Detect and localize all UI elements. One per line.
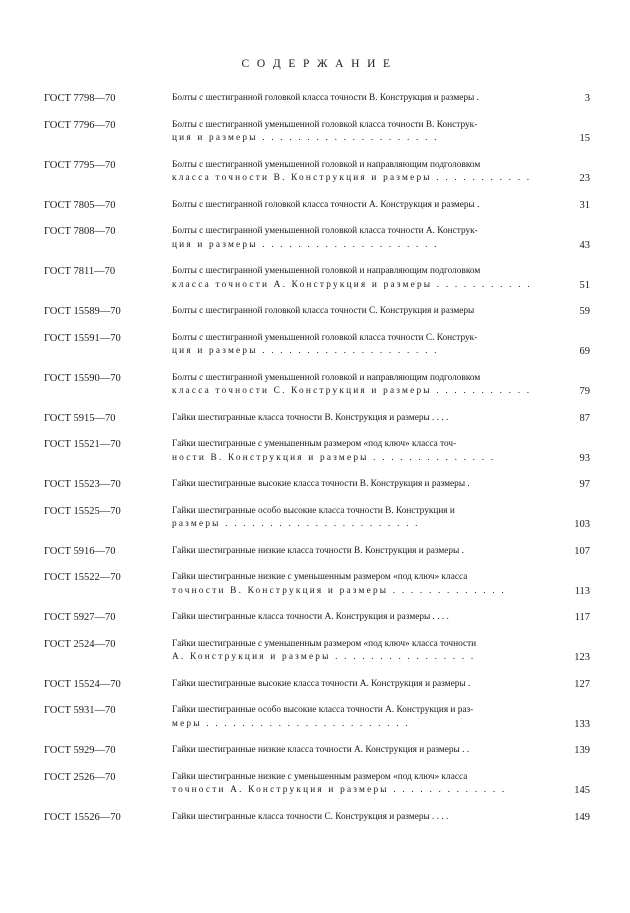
toc-entry[interactable] xyxy=(44,119,590,146)
toc-entry-code: ГОСТ 7811—70 xyxy=(44,266,116,277)
toc-entry-title-line1: Гайки шестигранные с уменьшенным размером «под ключ» класса точности xyxy=(172,638,477,649)
toc-entry-title-line1: Гайки шестигранные низкие с уменьшенным размером «под ключ» класса xyxy=(172,572,468,582)
toc-entry-title-line2: класса точности В. Конструкция и размеры . . . . . . . . . . . xyxy=(172,173,532,183)
toc-entry-code: ГОСТ 15524—70 xyxy=(44,678,121,690)
toc-entry-page-number: 69 xyxy=(579,346,590,357)
toc-entry-title xyxy=(172,159,556,186)
toc-entry[interactable] xyxy=(44,744,590,758)
toc-entry-page-number: 93 xyxy=(579,452,590,464)
table-of-contents xyxy=(44,92,590,824)
toc-entry-title xyxy=(172,199,556,213)
toc-entry-title xyxy=(172,505,556,532)
toc-entry-code: ГОСТ 7796—70 xyxy=(44,119,116,131)
toc-entry-title xyxy=(172,92,556,106)
page-title: С О Д Е Р Ж А Н И Е xyxy=(241,58,393,70)
toc-entry-title xyxy=(172,305,556,319)
toc-entry-title-line1: Болты с шестигранной уменьшенной головкой и направляющим подголовком xyxy=(172,266,481,276)
toc-entry-title xyxy=(172,478,556,492)
toc-entry-code: ГОСТ 15526—70 xyxy=(44,811,121,823)
toc-entry[interactable] xyxy=(44,305,590,319)
toc-entry[interactable] xyxy=(44,505,590,532)
toc-entry-title-line1: Гайки шестигранные высокие класса точности В. Конструкция и размеры . xyxy=(172,479,470,489)
toc-entry-title xyxy=(172,372,556,399)
toc-entry-page-number: 103 xyxy=(574,519,590,530)
toc-entry-title-line2: ция и размеры . . . . . . . . . . . . . . . . . . . . xyxy=(172,133,439,143)
toc-entry-page-number: 15 xyxy=(579,133,590,144)
toc-entry-title-line1: Болты с шестигранной уменьшенной головкой класса точности С. Конструк- xyxy=(172,332,478,343)
toc-entry-title-line1: Гайки шестигранные с уменьшенным размером «под ключ» класса точ- xyxy=(172,439,457,449)
toc-entry-code: ГОСТ 15523—70 xyxy=(44,479,121,490)
toc-entry-title-line2: размеры . . . . . . . . . . . . . . . . . . . . . . xyxy=(172,519,420,529)
toc-entry-code: ГОСТ 7798—70 xyxy=(44,93,116,104)
toc-entry[interactable] xyxy=(44,199,590,213)
toc-entry-code: ГОСТ 15522—70 xyxy=(44,572,121,583)
toc-entry[interactable] xyxy=(44,704,590,731)
toc-entry[interactable] xyxy=(44,771,590,798)
toc-entry-title xyxy=(172,412,556,426)
toc-entry-page-number: 127 xyxy=(574,678,590,690)
toc-entry[interactable] xyxy=(44,159,590,186)
toc-entry-page-number: 31 xyxy=(579,199,590,211)
toc-entry[interactable] xyxy=(44,332,590,359)
toc-entry[interactable] xyxy=(44,438,590,465)
toc-entry-page-number: 59 xyxy=(579,306,590,317)
toc-entry-title-line1: Гайки шестигранные особо высокие класса точности В. Конструкция и xyxy=(172,505,455,516)
toc-entry-code: ГОСТ 15591—70 xyxy=(44,332,121,344)
toc-entry-page-number: 107 xyxy=(574,545,590,557)
toc-entry-title-line1: Гайки шестигранные высокие класса точности А. Конструкция и размеры . xyxy=(172,678,471,689)
toc-entry[interactable] xyxy=(44,412,590,426)
toc-entry-page-number: 51 xyxy=(579,279,590,291)
toc-entry-title-line2: меры . . . . . . . . . . . . . . . . . . . . . . . xyxy=(172,718,410,729)
toc-entry-title-line2: класса точности А. Конструкция и размеры . . . . . . . . . . . xyxy=(172,279,532,290)
toc-entry-page-number: 23 xyxy=(579,173,590,184)
toc-entry-code: ГОСТ 5927—70 xyxy=(44,612,116,623)
toc-entry-title xyxy=(172,119,556,146)
toc-entry-page-number: 87 xyxy=(579,412,590,424)
toc-entry[interactable] xyxy=(44,265,590,292)
toc-entry-page-number: 145 xyxy=(574,785,590,796)
toc-entry-code: ГОСТ 2526—70 xyxy=(44,771,116,783)
toc-entry-title xyxy=(172,438,556,465)
toc-entry[interactable] xyxy=(44,571,590,598)
toc-entry-title xyxy=(172,265,556,292)
toc-entry[interactable] xyxy=(44,92,590,106)
toc-entry-page-number: 43 xyxy=(579,239,590,251)
toc-entry-title-line1: Болты с шестигранной уменьшенной головкой класса точности В. Конструк- xyxy=(172,119,478,130)
toc-entry-title xyxy=(172,678,556,692)
toc-entry-title-line1: Гайки шестигранные низкие класса точности А. Конструкция и размеры . . xyxy=(172,745,470,755)
toc-entry-title-line2: точности В. Конструкция и размеры . . . . . . . . . . . . . xyxy=(172,585,506,596)
toc-entry-title xyxy=(172,704,556,731)
toc-entry-page-number: 3 xyxy=(584,93,590,104)
toc-entry-code: ГОСТ 5916—70 xyxy=(44,545,116,557)
toc-entry-title-line1: Гайки шестигранные класса точности В. Конструкция и размеры . . . . xyxy=(172,412,449,423)
toc-entry-page-number: 123 xyxy=(574,652,590,663)
toc-entry-title xyxy=(172,545,556,559)
toc-entry-title-line1: Болты с шестигранной уменьшенной головкой класса точности А. Конструк- xyxy=(172,226,478,236)
toc-entry-title xyxy=(172,571,556,598)
toc-entry[interactable] xyxy=(44,811,590,825)
toc-entry-title-line1: Гайки шестигранные низкие с уменьшенным размером «под ключ» класса xyxy=(172,771,468,782)
toc-entry-title xyxy=(172,225,556,252)
toc-entry-title xyxy=(172,611,556,625)
toc-entry-title-line2: ности В. Конструкция и размеры . . . . . . . . . . . . . . xyxy=(172,452,496,463)
toc-entry-code: ГОСТ 5915—70 xyxy=(44,412,116,424)
toc-entry[interactable] xyxy=(44,611,590,625)
toc-entry-title-line1: Болты с шестигранной головкой класса точности С. Конструкция и размеры xyxy=(172,306,475,316)
toc-entry-code: ГОСТ 5929—70 xyxy=(44,745,116,756)
toc-entry-title xyxy=(172,744,556,758)
toc-entry-code: ГОСТ 15525—70 xyxy=(44,505,121,517)
toc-entry[interactable] xyxy=(44,545,590,559)
toc-entry-title-line2: ция и размеры . . . . . . . . . . . . . . . . . . . . xyxy=(172,346,439,356)
toc-entry[interactable] xyxy=(44,678,590,692)
toc-entry-code: ГОСТ 7795—70 xyxy=(44,159,116,171)
toc-entry-page-number: 139 xyxy=(574,745,590,756)
toc-entry-page-number: 133 xyxy=(574,718,590,730)
toc-entry-page-number: 97 xyxy=(579,479,590,490)
toc-entry-page-number: 113 xyxy=(574,585,590,597)
toc-entry[interactable] xyxy=(44,225,590,252)
toc-entry-title-line1: Гайки шестигранные класса точности А. Конструкция и размеры . . . . xyxy=(172,612,449,622)
toc-entry-title xyxy=(172,638,556,665)
toc-entry[interactable] xyxy=(44,638,590,665)
toc-entry-title xyxy=(172,771,556,798)
toc-entry-page-number: 79 xyxy=(579,386,590,397)
toc-entry-title-line1: Гайки шестигранные класса точности С. Конструкция и размеры . . . . xyxy=(172,811,449,822)
toc-entry[interactable] xyxy=(44,372,590,399)
toc-entry-page-number: 149 xyxy=(574,811,590,823)
toc-entry[interactable] xyxy=(44,478,590,492)
toc-entry-title-line1: Болты с шестигранной головкой класса точности В. Конструкция и размеры . xyxy=(172,93,479,103)
toc-entry-title-line2: точности А. Конструкция и размеры . . . . . . . . . . . . . xyxy=(172,785,507,795)
toc-entry-title-line1: Болты с шестигранной уменьшенной головкой и направляющим подголовком xyxy=(172,159,481,170)
toc-entry-title-line1: Гайки шестигранные низкие класса точности В. Конструкция и размеры . xyxy=(172,545,464,556)
toc-entry-title xyxy=(172,811,556,825)
toc-entry-code: ГОСТ 7805—70 xyxy=(44,199,116,211)
toc-entry-code: ГОСТ 15521—70 xyxy=(44,439,121,450)
toc-entry-code: ГОСТ 7808—70 xyxy=(44,226,116,237)
toc-entry-title-line1: Болты с шестигранной уменьшенной головкой и направляющим подголовком xyxy=(172,372,481,383)
toc-entry-code: ГОСТ 15589—70 xyxy=(44,306,121,317)
toc-entry-title-line1: Болты с шестигранной головкой класса точности А. Конструкция и размеры . xyxy=(172,199,480,210)
toc-entry-code: ГОСТ 15590—70 xyxy=(44,372,121,384)
toc-entry-code: ГОСТ 2524—70 xyxy=(44,638,116,650)
toc-entry-title-line2: класса точности С. Конструкция и размеры . . . . . . . . . . . xyxy=(172,386,532,396)
toc-entry-title xyxy=(172,332,556,359)
toc-entry-title-line2: А. Конструкция и размеры . . . . . . . . . . . . . . . . xyxy=(172,652,476,662)
toc-entry-page-number: 117 xyxy=(574,612,590,623)
toc-entry-title-line1: Гайки шестигранные особо высокие класса точности А. Конструкция и раз- xyxy=(172,705,474,715)
toc-entry-title-line2: ция и размеры . . . . . . . . . . . . . . . . . . . . xyxy=(172,239,439,250)
toc-entry-code: ГОСТ 5931—70 xyxy=(44,705,116,716)
